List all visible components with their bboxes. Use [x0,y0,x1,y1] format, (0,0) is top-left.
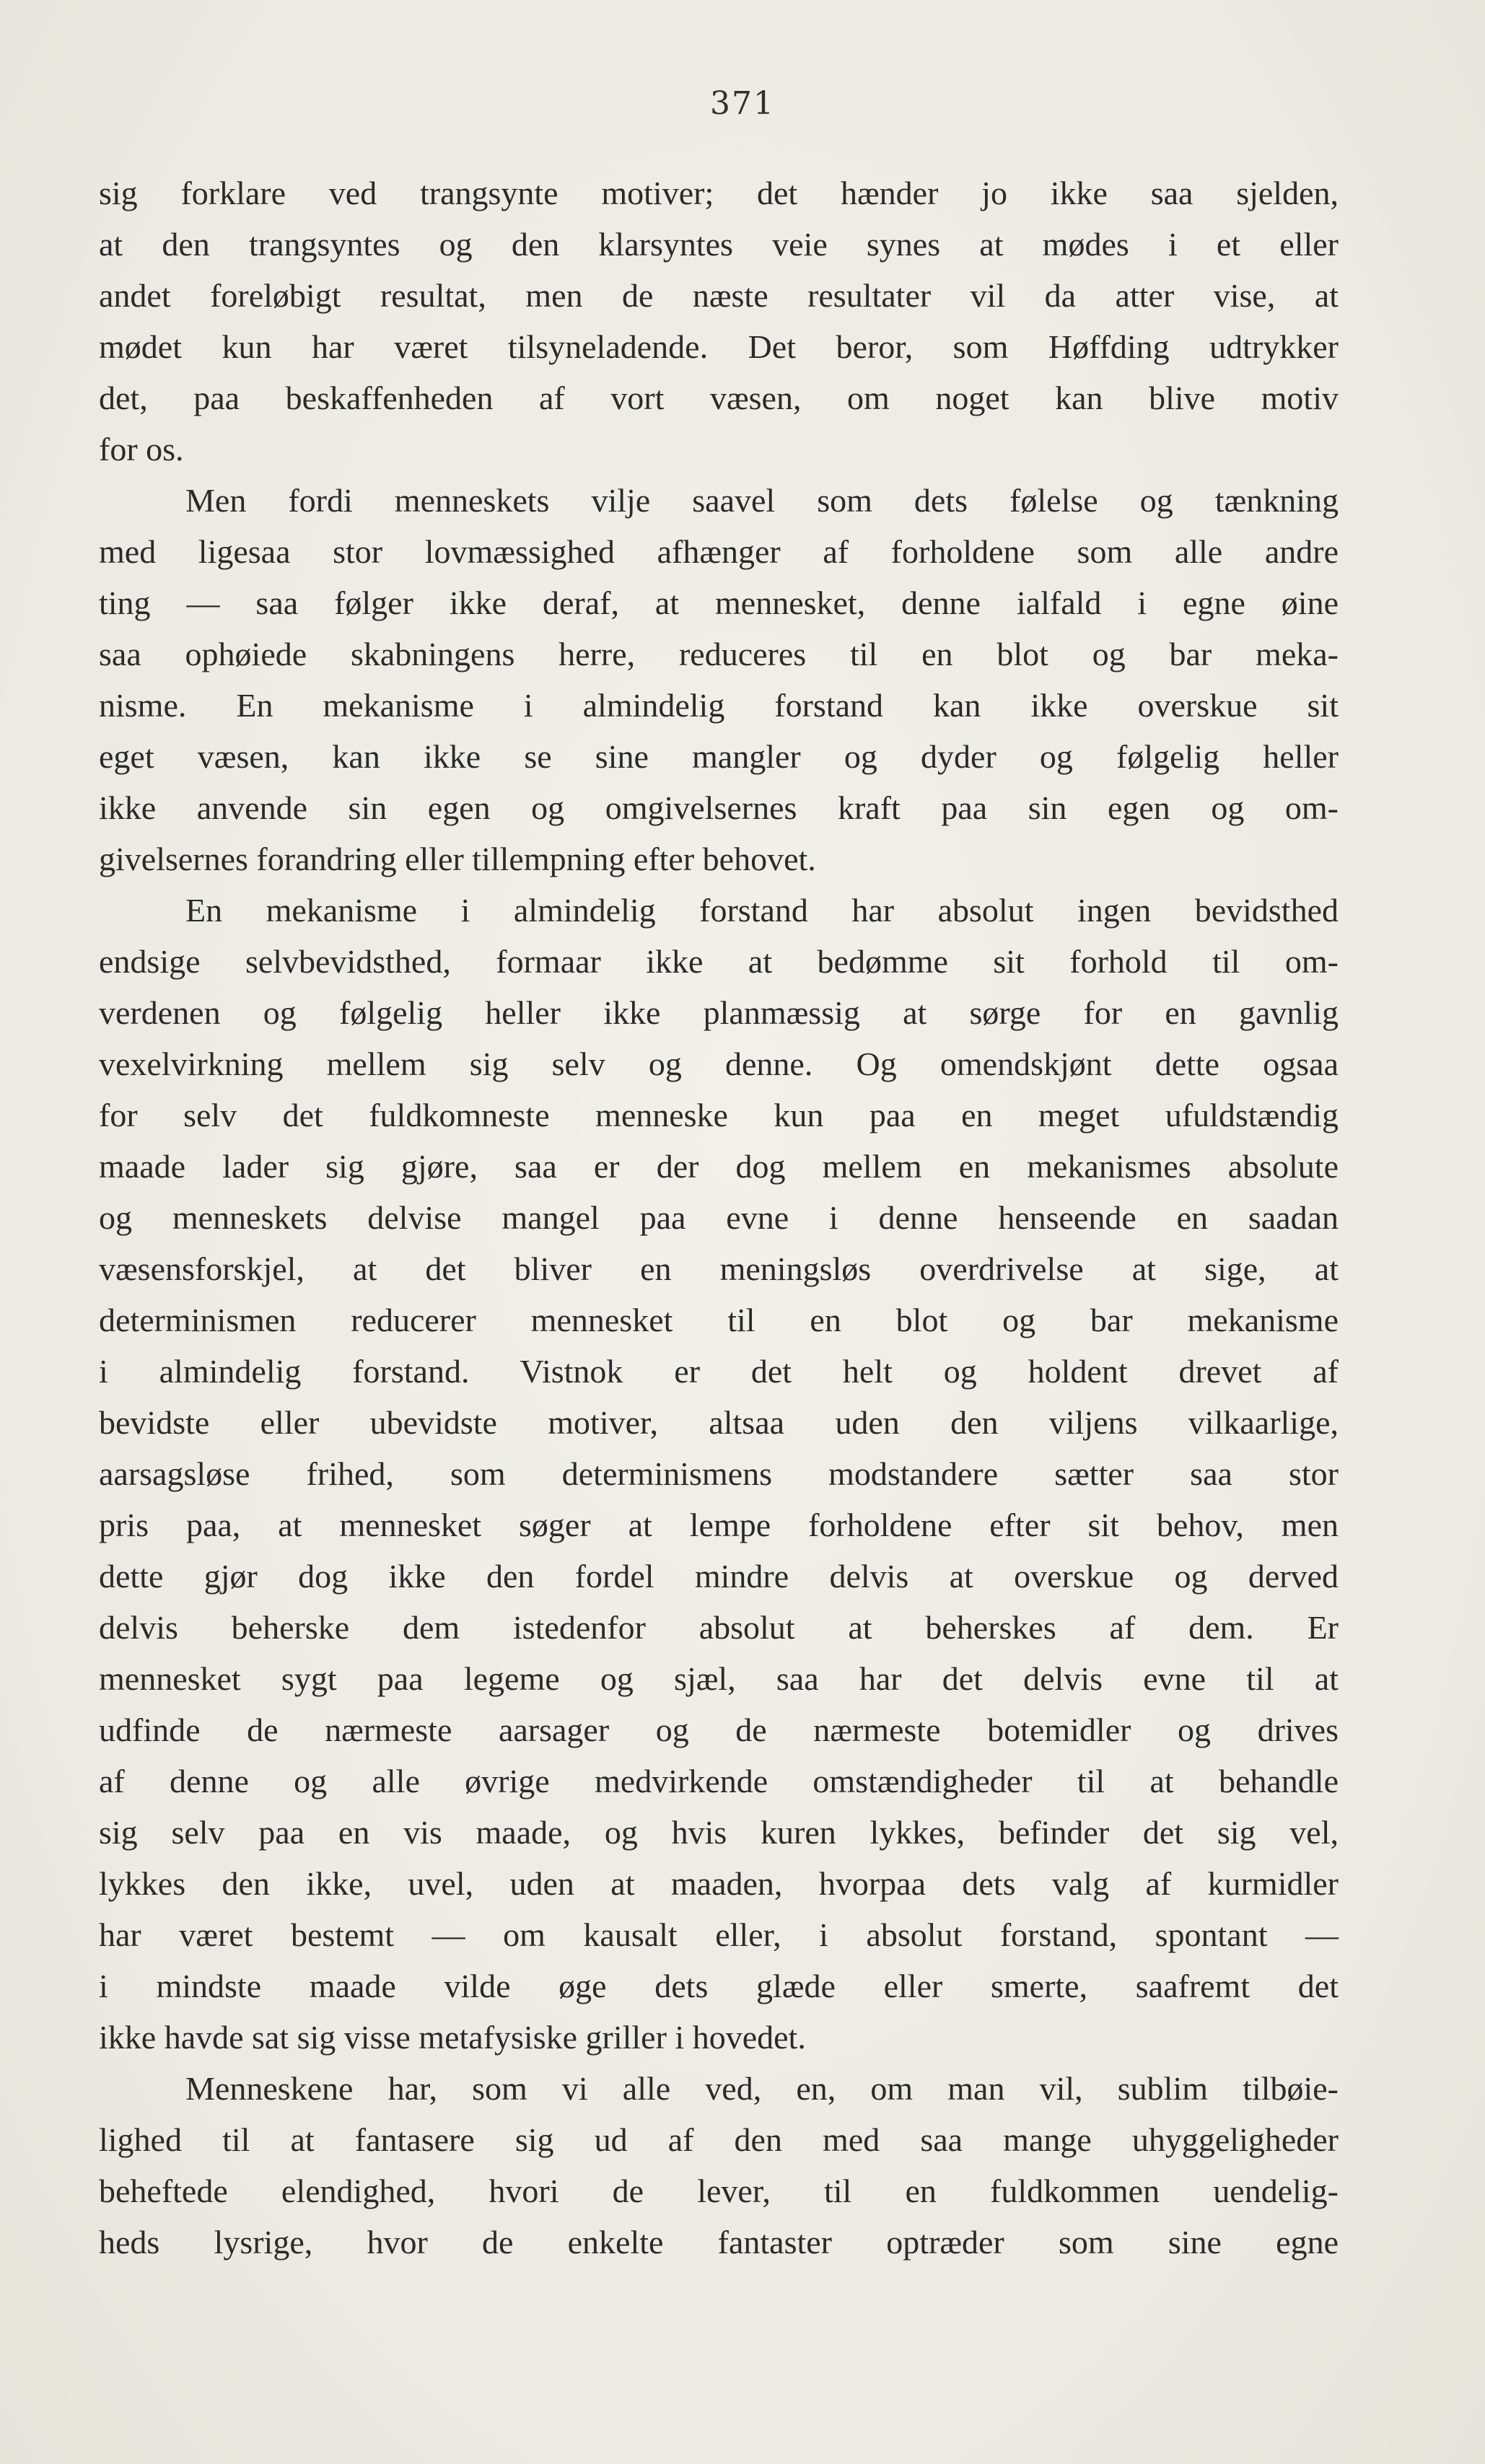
text-line: at den trangsyntes og den klarsyntes veie synes at mødes i et eller [99,226,1339,263]
text-line: sig forklare ved trangsynte motiver; det hænder jo ikke saa sjelden, [99,175,1339,211]
text-line: med ligesaa stor lovmæssighed afhænger af forholdene som alle andre [99,533,1339,570]
text-line: determinismen reducerer mennesket til en blot og bar mekanisme [99,1302,1339,1338]
text-line: maade lader sig gjøre, saa er der dog mellem en mekanismes absolute [99,1148,1339,1185]
text-line: bevidste eller ubevidste motiver, altsaa uden den viljens vilkaarlige, [99,1404,1339,1441]
text-line: lighed til at fantasere sig ud af den med saa mange uhyggeligheder [99,2121,1339,2158]
text-line: verdenen og følgelig heller ikke planmæssig at sørge for en gavnlig [99,994,1339,1031]
text-line: ikke havde sat sig visse metafysiske griller i hovedet. [99,2019,806,2056]
text-line: for selv det fuldkomneste menneske kun paa en meget ufuldstændig [99,1097,1339,1134]
text-line: i almindelig forstand. Vistnok er det helt og holdent drevet af [99,1353,1339,1390]
page-number: 371 [710,85,775,122]
text-line: har været bestemt — om kausalt eller, i absolut forstand, spontant — [99,1916,1339,1953]
text-line: nisme. En mekanisme i almindelig forstand kan ikke overskue sit [99,687,1339,724]
text-line: udfinde de nærmeste aarsager og de nærmeste botemidler og drives [99,1711,1339,1748]
text-line: sig selv paa en vis maade, og hvis kuren lykkes, befinder det sig vel, [99,1814,1339,1851]
text-line: dette gjør dog ikke den fordel mindre delvis at overskue og derved [99,1558,1339,1595]
text-line: eget væsen, kan ikke se sine mangler og dyder og følgelig heller [99,738,1339,775]
text-line: heds lysrige, hvor de enkelte fantaster optræder som sine egne [99,2224,1339,2261]
text-line: af denne og alle øvrige medvirkende omstændigheder til at behandle [99,1763,1339,1799]
text-line: og menneskets delvise mangel paa evne i denne henseende en saadan [99,1199,1339,1236]
text-line: aarsagsløse frihed, som determinismens modstandere sætter saa stor [99,1455,1339,1492]
text-line: Men fordi menneskets vilje saavel som dets følelse og tænkning [185,482,1339,519]
text-line: beheftede elendighed, hvori de lever, til en fuldkommen uendelig- [99,2173,1339,2209]
paragraph [99,167,1339,475]
text-line: delvis beherske dem istedenfor absolut at beherskes af dem. Er [99,1609,1339,1646]
text-line: Menneskene har, som vi alle ved, en, om man vil, sublim tilbøie- [185,2070,1339,2107]
text-line: En mekanisme i almindelig forstand har absolut ingen bevidsthed [185,892,1339,929]
text-line: ting — saa følger ikke deraf, at mennesket, denne ialfald i egne øine [99,584,1339,621]
text-line: i mindste maade vilde øge dets glæde eller smerte, saafremt det [99,1968,1339,2004]
text-line: lykkes den ikke, uvel, uden at maaden, hvorpaa dets valg af kurmidler [99,1865,1339,1902]
text-line: mødet kun har været tilsyneladende. Det beror, som Høffding udtrykker [99,328,1339,365]
paragraph [99,475,1339,885]
text-line: pris paa, at mennesket søger at lempe forholdene efter sit behov, men [99,1507,1339,1543]
text-line: givelsernes forandring eller tillempning efter behovet. [99,841,816,877]
text-line: endsige selvbevidsthed, formaar ikke at bedømme sit forhold til om- [99,943,1339,980]
text-line: ikke anvende sin egen og omgivelsernes kraft paa sin egen og om- [99,789,1339,826]
text-line: det, paa beskaffenheden af vort væsen, om noget kan blive motiv [99,380,1339,416]
text-line: væsensforskjel, at det bliver en meningsløs overdrivelse at sige, at [99,1250,1339,1287]
paragraph [99,885,1339,2063]
body-text [99,167,1339,2268]
text-line: for os. [99,431,184,468]
text-line: saa ophøiede skabningens herre, reduceres til en blot og bar meka- [99,636,1339,672]
paragraph [99,2063,1339,2268]
text-line: andet foreløbigt resultat, men de næste resultater vil da atter vise, at [99,277,1339,314]
text-line: mennesket sygt paa legeme og sjæl, saa har det delvis evne til at [99,1660,1339,1697]
text-line: vexelvirkning mellem sig selv og denne. Og omendskjønt dette ogsaa [99,1045,1339,1082]
